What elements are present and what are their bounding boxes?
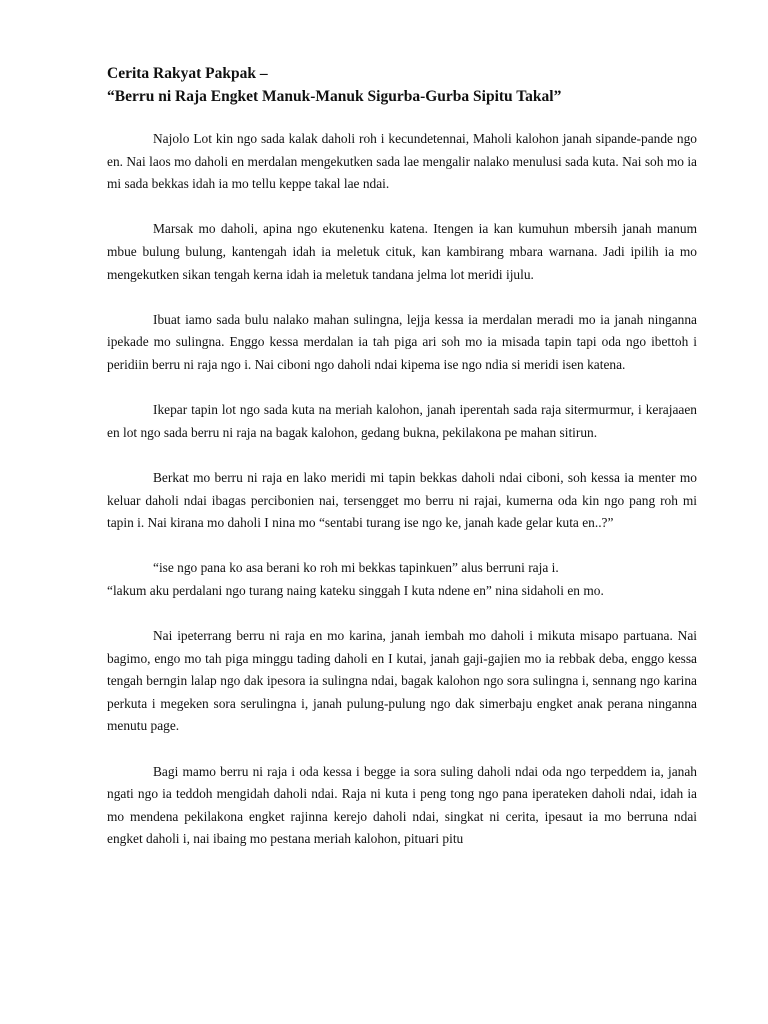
paragraph-9: Bagi mamo berru ni raja i oda kessa i begge ia sora suling daholi ndai oda ngo terpeddem ia, janah ngati ngo ia teddoh mengidah daholi ndai. Raja ni kuta i peng tong ngo pana iperateken daholi ndai, idah ia mo mendena pekilakona engket rajinna kerejo daholi ndai, singkat ni cerita, ipesaut ia mo berruna ndai engket daholi i, nai ibaing mo pestana meriah kalohon, pituari pitu xyxy=(107,763,697,847)
paragraph-6: “ise ngo pana ko asa berani ko roh mi bekkas tapinkuen” alus berruni raja i. xyxy=(153,560,559,576)
paragraph-2: Marsak mo daholi, apina ngo ekutenenku katena. Itengen ia kan kumuhun mbersih janah manum mbue bulung bulung, kantengah idah ia meletuk cituk, kan kambirang mbara warnana. Jadi ipilih ia mo mengekutken sikan tengah kerna idah ia meletuk tandana jelma lot meridi ijulu. xyxy=(107,221,697,282)
document-title-line-1: Cerita Rakyat Pakpak – xyxy=(107,65,268,82)
paragraph-8: Nai ipeterrang berru ni raja en mo karina, janah iembah mo daholi i mikuta misapo partuana. Nai bagimo, engo mo tah piga minggu tading daholi en I kutai, janah gaji-gajien mo ia rebbak deba, enggo kessa tengah berngin lalap ngo dak ipesora ia sulingna ndai, bagak kalohon ngo sora sulingna i, sennang ngo karina perkuta i megeken sora serulingna i, janah pulung-pulung ngo dak simerbaju engket anak perana ninganna menutu page. xyxy=(107,628,697,734)
document-title-line-2: “Berru ni Raja Engket Manuk-Manuk Sigurba-Gurba Sipitu Takal” xyxy=(107,88,562,105)
paragraph-3: Ibuat iamo sada bulu nalako mahan sulingna, lejja kessa ia merdalan meradi mo ia janah ninganna ipekade mo sulingna. Enggo kessa merdalan ia tah piga ari soh mo ia misada tapin tapi oda ngo ibettoh i peridiin berru ni raja ngo i. Nai ciboni ngo daholi ndai kipema ise ngo ndia si meridi isen katena. xyxy=(107,311,697,372)
document-page xyxy=(107,62,697,874)
paragraph-1: Najolo Lot kin ngo sada kalak daholi roh i kecundetennai, Maholi kalohon janah sipande-pande ngo en. Nai laos mo daholi en merdalan mengekutken sada lae mengalir nalako menulusi sada kuta. Nai soh mo ia mi sada bekkas idah ia mo tellu keppe takal lae ndai. xyxy=(107,131,697,192)
paragraph-7: “lakum aku perdalani ngo turang naing kateku singgah I kuta ndene en” nina sidaholi en mo. xyxy=(107,582,604,598)
paragraph-4: Ikepar tapin lot ngo sada kuta na meriah kalohon, janah iperentah sada raja sitermurmur, i kerajaaen en lot ngo sada berru ni raja na bagak kalohon, gedang bukna, pekilakona pe mahan sitirun. xyxy=(107,402,697,440)
story-body xyxy=(107,128,697,851)
paragraph-5: Berkat mo berru ni raja en lako meridi mi tapin bekkas daholi ndai ciboni, soh kessa ia menter mo keluar daholi ndai ibagas percibonien nai, tersengget mo berru ni rajai, kumerna oda kin ngo pang roh mi tapin i. Nai kirana mo daholi I nina mo “sentabi turang ise ngo ke, janah kade gelar kuta en..?” xyxy=(107,469,697,531)
